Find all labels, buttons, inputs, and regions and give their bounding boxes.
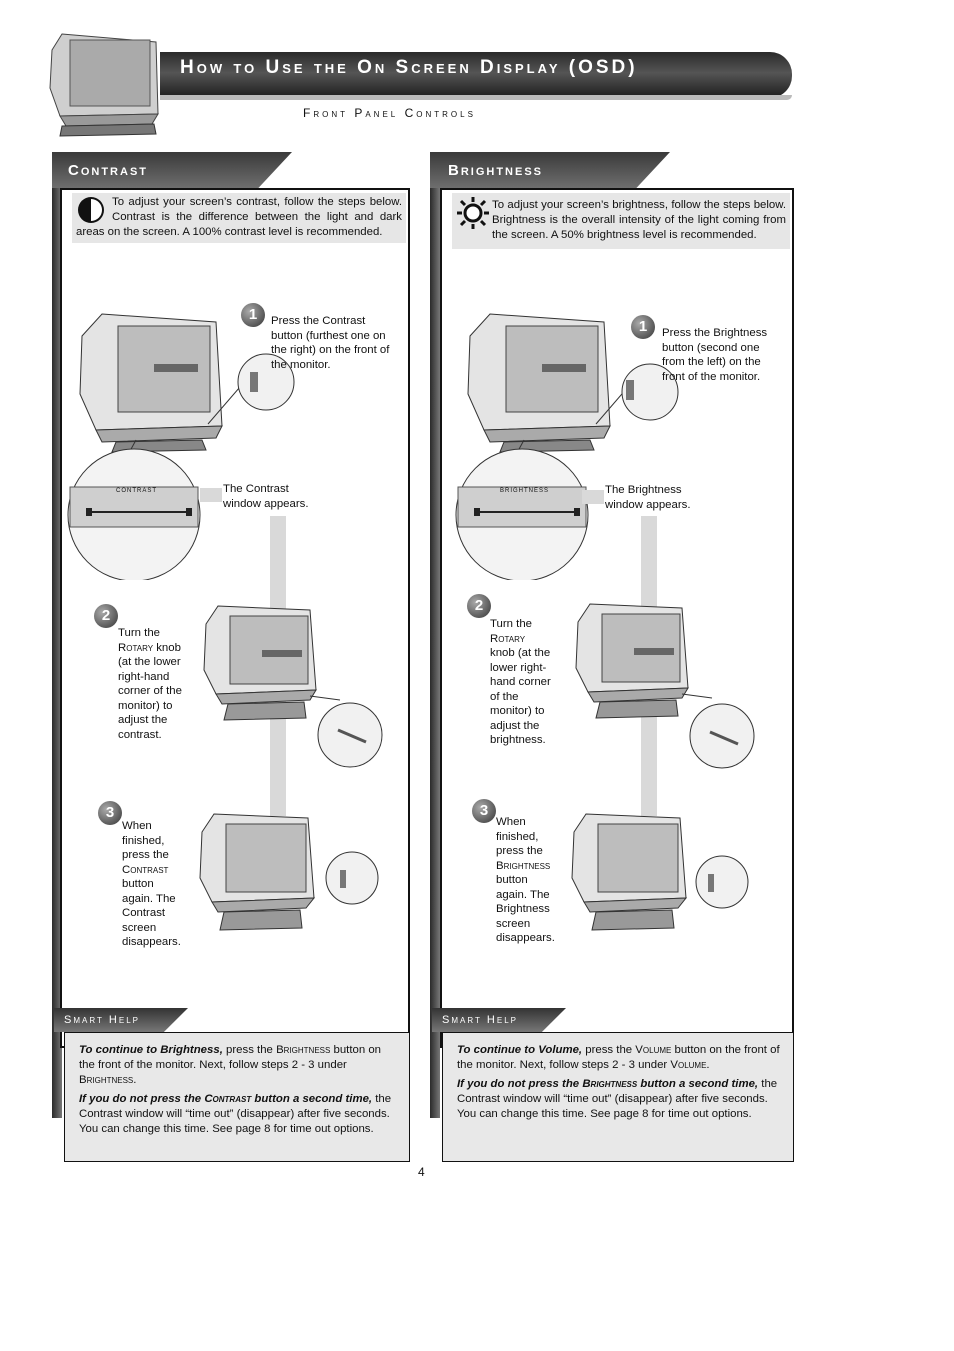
contrast-title: Contrast: [68, 162, 148, 179]
brightness-osd-label: BRIGHTNESS: [500, 488, 550, 494]
page-subtitle: Front Panel Controls: [303, 106, 476, 120]
header-monitor-illustration: [44, 28, 166, 140]
title-banner-shine: [160, 95, 792, 100]
contrast-intro: To adjust your screen’s contrast, follow the steps below. Contrast is the difference between the light and dark areas on the screen. A 100% contrast level is recommended.: [72, 193, 406, 243]
page-title: How to Use the On Screen Display (OSD): [180, 57, 638, 78]
contrast-step3-badge: 3: [98, 801, 122, 825]
brightness-intro: To adjust your screen’s brightness, follow the steps below. Brightness is the overall intensity of the light coming from the screen. A 50% brightness level is recommended.: [452, 193, 790, 249]
brightness-side-shadow: [430, 188, 440, 1118]
brightness-monitor-step3: [568, 808, 758, 938]
contrast-step2-text: Turn the Rotary knob (at the lower right-hand corner of the monitor) to adjust the contrast.: [118, 627, 182, 741]
contrast-note-tab: [200, 488, 222, 502]
brightness-step2-badge: 2: [467, 594, 491, 618]
brightness-monitor-illustration: [454, 300, 694, 580]
brightness-help-para-1: To continue to Volume, press the Volume button on the front of the monitor. Next, follow steps 2 - 3 under Volume.: [457, 1044, 780, 1071]
brightness-note-tab: [582, 490, 604, 504]
brightness-step1-text: Press the Brightness button (second one from the left) on the front of the monitor.: [662, 327, 768, 383]
brightness-step3-badge: 3: [472, 799, 496, 823]
contrast-step1-text: Press the Contrast button (furthest one on the right) on the front of the monitor.: [271, 315, 390, 371]
page-number: 4: [418, 1165, 425, 1179]
brightness-window-note: The Brightness window appears.: [605, 484, 691, 511]
brightness-title: Brightness: [448, 162, 544, 179]
brightness-icon: [456, 196, 490, 230]
contrast-step2-badge: 2: [94, 604, 118, 628]
brightness-monitor-step2: [572, 598, 762, 778]
contrast-step3-text: When finished, press the Contrast button again. The Contrast screen disappears.: [122, 820, 181, 948]
contrast-monitor-step2: [200, 600, 390, 780]
brightness-help-title: Smart Help: [442, 1014, 518, 1026]
contrast-help-title: Smart Help: [64, 1014, 140, 1026]
contrast-monitor-step3: [196, 808, 386, 938]
brightness-step1-badge: 1: [631, 315, 655, 339]
contrast-help-para-2: If you do not press the Contrast button a second time, the Contrast window will “time out” (disappear) after five seconds. You can change this time. See page 8 for time out options.: [79, 1093, 392, 1135]
contrast-help-box: [64, 1032, 410, 1162]
contrast-icon: [76, 195, 106, 225]
brightness-help-para-2: If you do not press the Brightness button a second time, the Contrast window will “time out” (disappear) after five seconds. You can change this time. See page 8 for time out options.: [457, 1078, 778, 1120]
brightness-step2-text: Turn the Rotary knob (at the lower right-hand corner of the monitor) to adjust the brightness.: [490, 618, 551, 746]
contrast-step1-badge: 1: [241, 303, 265, 327]
contrast-osd-label: CONTRAST: [116, 488, 157, 494]
contrast-window-note: The Contrast window appears.: [223, 483, 309, 510]
contrast-help-para-1: To continue to Brightness, press the Brightness button on the front of the monitor. Next, follow steps 2 - 3 under Brightness.: [79, 1044, 382, 1086]
brightness-step3-text: When finished, press the Brightness button again. The Brightness screen disappears.: [496, 816, 555, 944]
brightness-help-box: [442, 1032, 794, 1162]
